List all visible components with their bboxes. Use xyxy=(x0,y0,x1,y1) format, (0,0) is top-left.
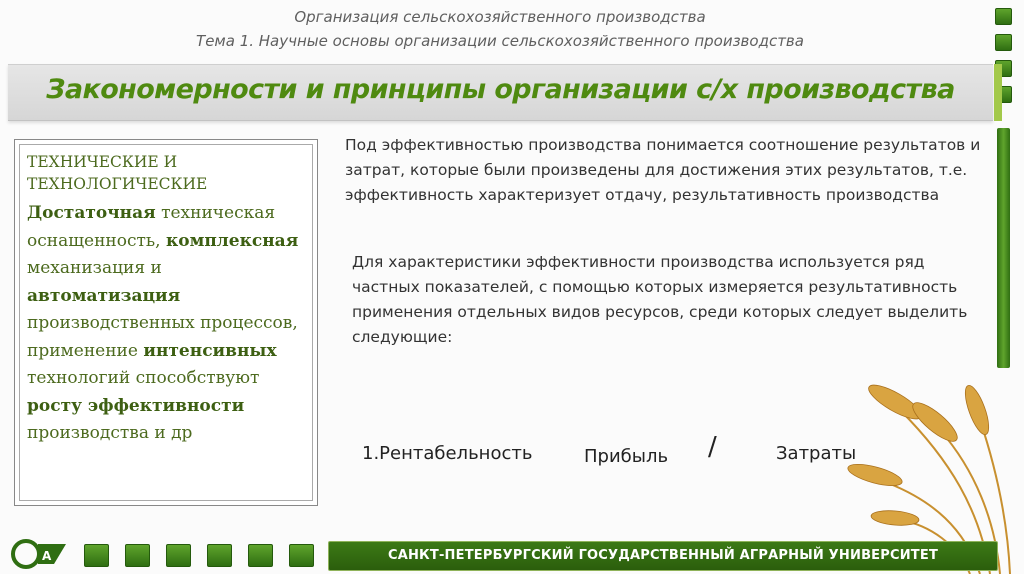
course-title: Организация сельскохозяйственного производства xyxy=(294,8,706,26)
topic-title: Тема 1. Научные основы организации сельскохозяйственного производства xyxy=(196,32,804,50)
principles-text: технологий способствуют xyxy=(27,368,260,388)
decor-square xyxy=(995,34,1012,51)
principles-keyword: автоматизация xyxy=(27,285,181,306)
formula-numerator: Прибыль xyxy=(584,446,669,467)
footer-decor-squares xyxy=(84,544,330,566)
principles-keyword: интенсивных xyxy=(143,340,277,361)
principles-keyword: росту эффективности xyxy=(27,395,245,416)
slide-title: Закономерности и принципы организации с/х производства xyxy=(46,74,955,105)
title-accent xyxy=(994,64,1002,121)
right-decor-bar xyxy=(997,128,1010,368)
principles-keyword: комплексная xyxy=(165,230,299,251)
decor-square xyxy=(84,544,109,567)
efficiency-definition: Под эффективностью производства понимается соотношение результатов и затрат, которые были произведены для достижения этих результатов, т.е. эффективность характеризует отдачу, результативность производства xyxy=(345,136,981,204)
indicators-intro: Для характеристики эффективности производства используется ряд частных показателей, с помощью которых измеряется результативность применения отдельных видов ресурсов, среди которых следует выделить следующие: xyxy=(352,253,968,346)
decor-square xyxy=(125,544,150,567)
formula-label: 1.Рентабельность xyxy=(362,443,533,464)
svg-text:А: А xyxy=(42,549,52,563)
title-bar xyxy=(8,64,993,121)
decor-square xyxy=(248,544,273,567)
decor-square xyxy=(289,544,314,567)
decor-square xyxy=(207,544,232,567)
formula-denominator: Затраты xyxy=(776,443,857,464)
principles-box-content xyxy=(27,151,312,448)
principles-box xyxy=(14,139,318,506)
decor-square xyxy=(995,8,1012,25)
principles-text: производственных процессов, применение xyxy=(27,313,298,361)
principles-text: производства и др xyxy=(27,423,193,443)
formula-divider: / xyxy=(708,432,717,462)
principles-body xyxy=(27,200,312,448)
university-logo-icon xyxy=(8,538,70,570)
principles-heading: ТЕХНИЧЕСКИЕ И ТЕХНОЛОГИЧЕСКИЕ xyxy=(27,153,208,193)
university-name: САНКТ-ПЕТЕРБУРГСКИЙ ГОСУДАРСТВЕННЫЙ АГРАРНЫЙ УНИВЕРСИТЕТ xyxy=(387,548,939,563)
decor-square xyxy=(166,544,191,567)
principles-keyword: Достаточная xyxy=(27,203,156,223)
principles-text: механизация и xyxy=(27,258,162,278)
principles-text: техническая оснащенность, xyxy=(27,203,276,251)
footer-bar xyxy=(328,541,998,571)
